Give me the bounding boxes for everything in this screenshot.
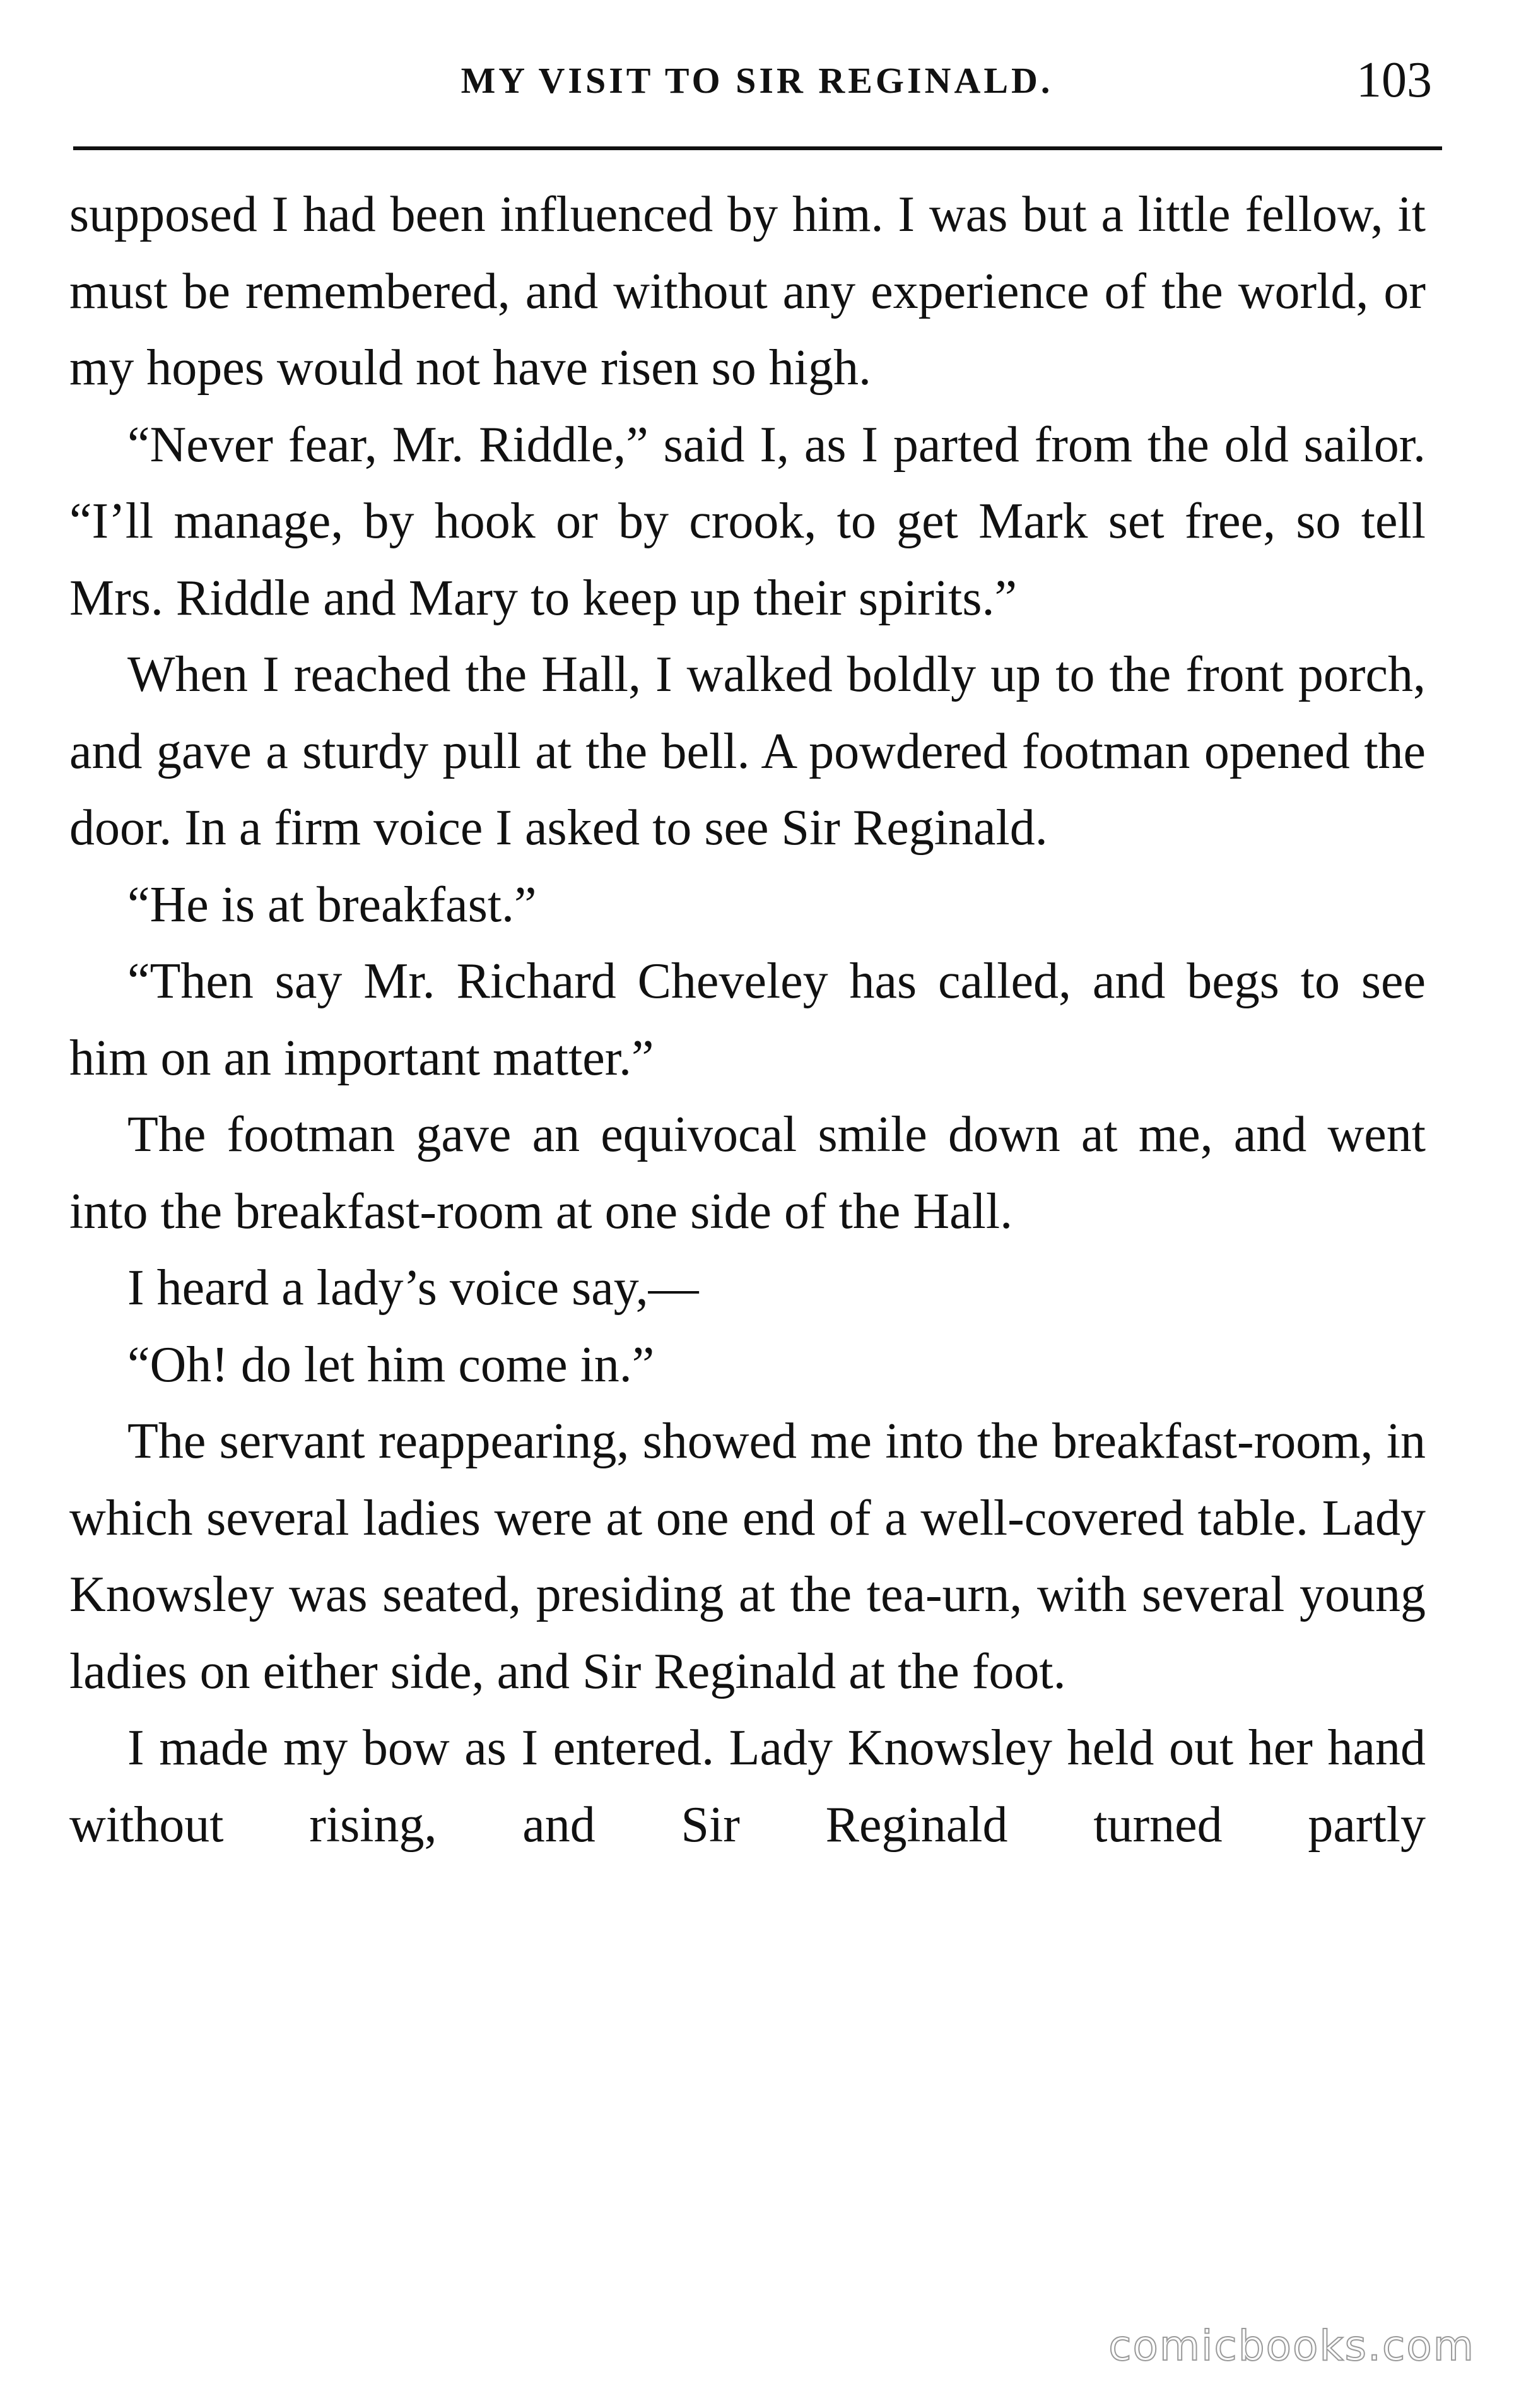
running-header [69, 52, 1445, 121]
page-number: 103 [1356, 52, 1432, 108]
paragraph-7: I heard a lady’s voice say,— [127, 1260, 699, 1316]
paragraph-1: supposed I had been influenced by him. I was but a little fellow, it must be remembered, and without any experience of the world, or my hopes would not have risen so high. [69, 187, 1426, 396]
paragraph-4: “He is at breakfast.” [127, 876, 537, 933]
header-rule [73, 146, 1442, 150]
paragraph-3: When I reached the Hall, I walked boldly up to the front porch, and gave a sturdy pull at the bell. A powdered footman opened the door. In a firm voice I asked to see Sir Reginald. [69, 647, 1426, 856]
paragraph-2: “Never fear, Mr. Riddle,” said I, as I parted from the old sailor. “I’ll manage, by hook or by crook, to get Mark set free, so tell Mrs. Riddle and Mary to keep up their spirits.” [69, 416, 1426, 626]
paragraph-10: I made my bow as I entered. Lady Knowsley held out her hand without rising, and Sir Reginald turned partly [69, 1720, 1426, 1853]
paragraph-5: “Then say Mr. Richard Cheveley has called, and begs to see him on an important matter.” [69, 953, 1426, 1086]
paragraph-9: The servant reappearing, showed me into the breakfast-room, in which several ladies were at one end of a well-covered table. Lady Knowsley was seated, presiding at the tea-urn, with several young ladies on either side, and Sir Reginald at the foot. [69, 1414, 1426, 1699]
running-title: MY VISIT TO SIR REGINALD. [461, 60, 1053, 101]
body-text [69, 177, 1426, 1863]
paragraph-8: “Oh! do let him come in.” [127, 1337, 655, 1393]
watermark: comicbooks.com [1108, 2322, 1475, 2370]
paragraph-6: The footman gave an equivocal smile down at me, and went into the breakfast-room at one side of the Hall. [69, 1107, 1426, 1239]
